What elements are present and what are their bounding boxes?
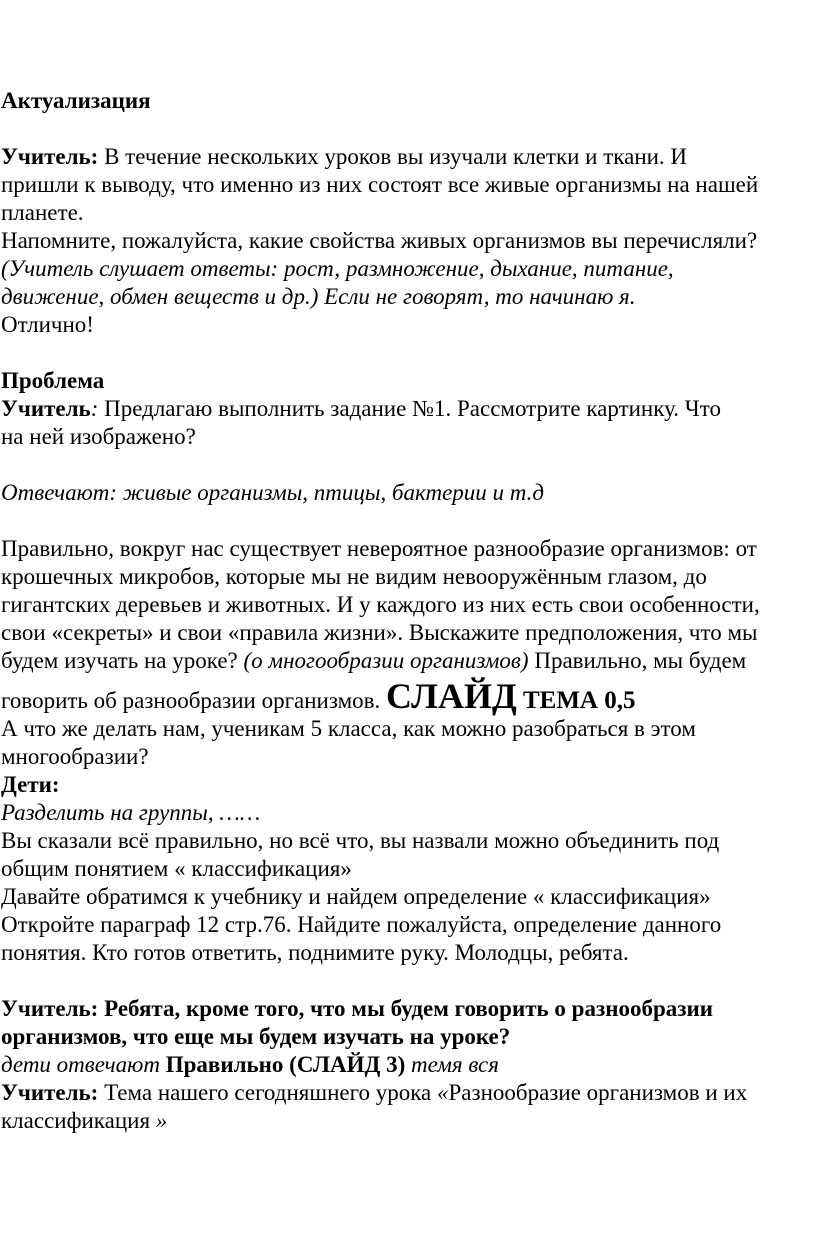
text-line: Вы сказали всё правильно, но всё что, вы назвали можно объединить под: [1, 828, 720, 853]
text-line: многообразии?: [1, 744, 149, 769]
slide-label: СЛАЙД: [386, 676, 517, 716]
children-label: Дети:: [1, 772, 60, 797]
teacher-question-line: Учитель: Ребята, кроме того, что мы будем говорить о разнообразии: [1, 996, 714, 1021]
text-line: Правильно, вокруг нас существует невероятное разнообразие организмов: от: [1, 536, 757, 561]
text-line: Напомните, пожалуйста, какие свойства живых организмов вы перечисляли?: [1, 228, 758, 253]
children-answer: Разделить на группы, ……: [1, 800, 261, 825]
answer-line: Отвечают: живые организмы, птицы, бактерии и т.д: [1, 480, 545, 505]
italic-note-line: (Учитель слушает ответы: рост, размножение, дыхание, питание,: [1, 256, 674, 281]
text-line: свои «секреты» и свои «правила жизни». Выскажите предположения, что мы: [1, 620, 758, 645]
text-line: общим понятием « классификация»: [1, 856, 352, 881]
text-line: пришли к выводу, что именно из них состоят все живые организмы на нашей: [1, 172, 759, 197]
slide-topic: ТЕМА 0,5: [516, 687, 636, 714]
text-line: Отлично!: [1, 312, 94, 337]
children-response-line: дети отвечают Правильно (СЛАЙД 3) темя вся: [1, 1052, 499, 1077]
slide-line: говорить об разнообразии организмов. СЛАЙД ТЕМА 0,5: [1, 676, 636, 716]
heading-aktualizatsiya: Актуализация: [1, 88, 151, 113]
heading-problema: Проблема: [1, 368, 105, 393]
text-line: Давайте обратимся к учебнику и найдем определение « классификация»: [1, 884, 711, 909]
text-line: будем изучать на уроке? (о многообразии организмов) Правильно, мы будем: [1, 648, 747, 673]
text-line: на ней изображено?: [1, 424, 196, 449]
text-line: крошечных микробов, которые мы не видим невооружённым глазом, до: [1, 564, 707, 589]
text-line: планете.: [1, 200, 84, 225]
text-line: гигантских деревьев и животных. И у каждого из них есть свои особенности,: [1, 592, 760, 617]
teacher-paragraph-2: Учитель: Предлагаю выполнить задание №1. Рассмотрите картинку. Что: [1, 396, 721, 421]
text-line: понятия. Кто готов ответить, поднимите руку. Молодцы, ребята.: [1, 940, 629, 965]
text-line: А что же делать нам, ученикам 5 класса, как можно разобраться в этом: [1, 716, 696, 741]
teacher-label: Учитель:: [1, 144, 99, 169]
teacher-paragraph-1: Учитель: В течение нескольких уроков вы изучали клетки и ткани. И: [1, 144, 688, 169]
text-line: классификация »: [1, 1108, 168, 1133]
italic-note-line: движение, обмен веществ и др.) Если не говорят, то начинаю я.: [1, 284, 636, 309]
text-line: Откройте параграф 12 стр.76. Найдите пожалуйста, определение данного: [1, 912, 722, 937]
teacher-label: Учитель:: [1, 1080, 99, 1105]
teacher-topic-line: Учитель: Тема нашего сегодняшнего урока «Разнообразие организмов и их: [1, 1080, 748, 1105]
teacher-label: Учитель: [1, 396, 91, 421]
teacher-question-line: организмов, что еще мы будем изучать на уроке?: [1, 1024, 511, 1049]
